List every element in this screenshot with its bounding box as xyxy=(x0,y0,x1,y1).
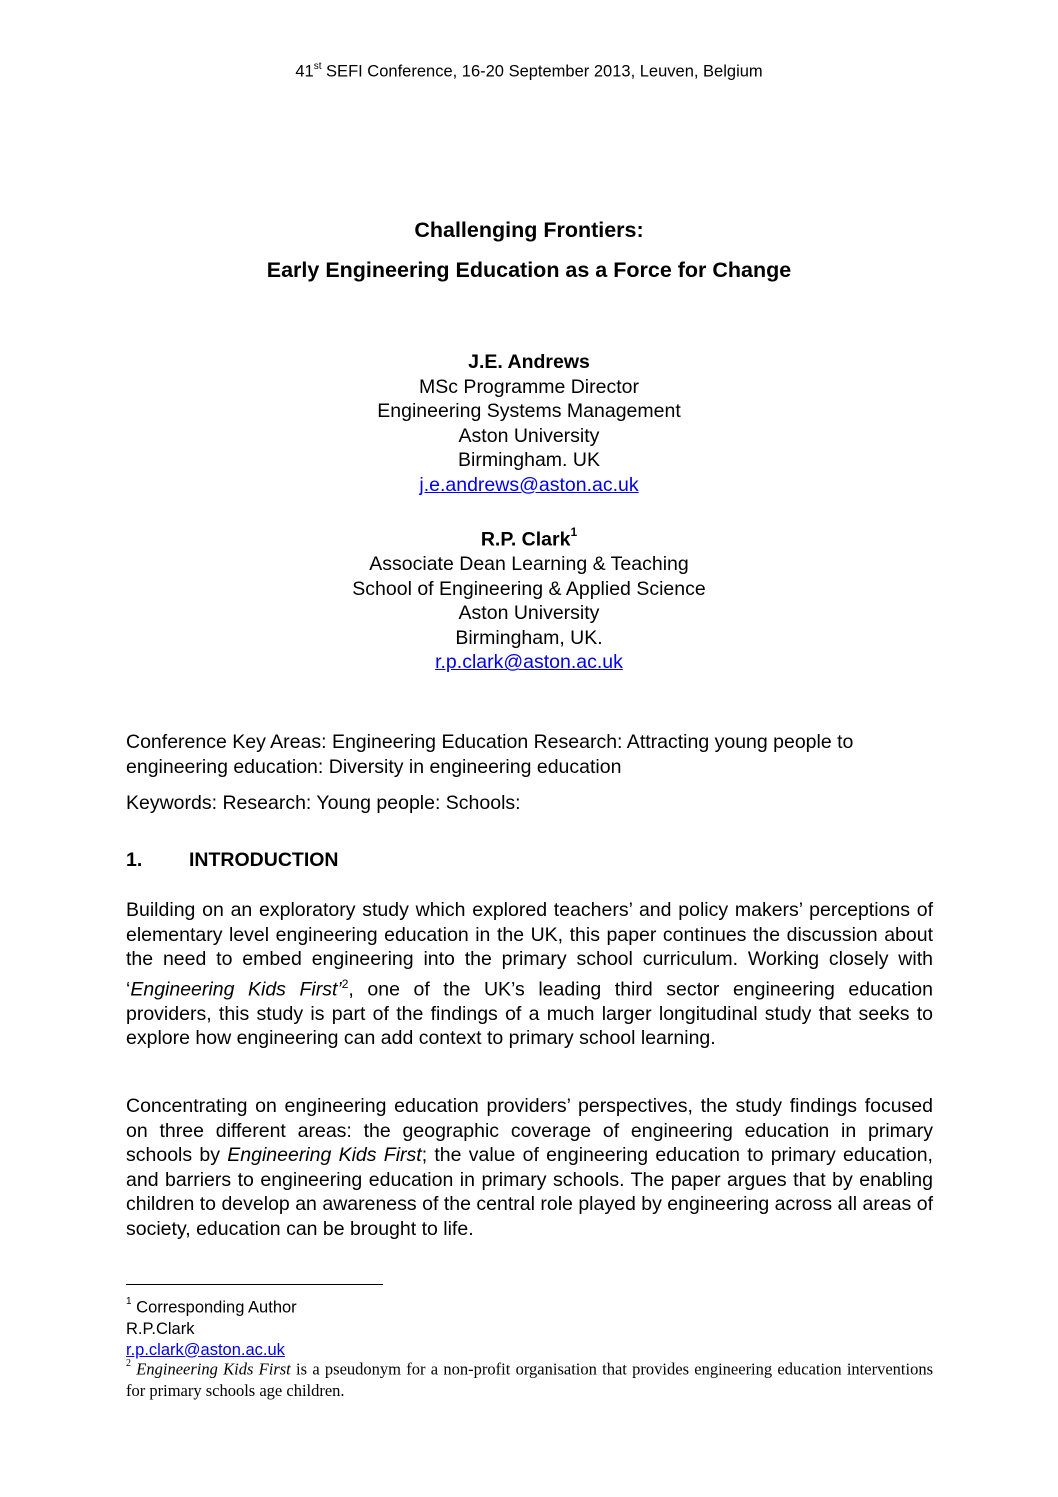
author-block-andrews xyxy=(0,350,1058,498)
keywords: Keywords: Research: Young people: Schools: xyxy=(126,792,521,814)
conference-header xyxy=(0,62,1058,82)
footnote-name: R.P.Clark xyxy=(126,1319,195,1338)
footnote-marker[interactable]: 2 xyxy=(341,976,349,991)
author-city: Birmingham. UK xyxy=(458,449,600,472)
author-city: Birmingham, UK. xyxy=(455,626,603,649)
organisation-name: Engineering Kids First xyxy=(130,978,338,1001)
paper-title-line-1: Challenging Frontiers: xyxy=(414,218,644,242)
footnote-separator xyxy=(126,1284,383,1285)
closing-quote: ’ xyxy=(337,978,342,1001)
paragraph-text: , one of the UK’s leading third sector engineering education providers, this study is part of the findings of a much larger longitudinal study that seeks to explore how engineering can add context to primary school learning. xyxy=(126,978,933,1050)
footnote-text: is a pseudonym for a non-profit organisation that provides engineering education interventions for primary schools age children. xyxy=(126,1359,933,1400)
section-heading-introduction xyxy=(126,849,339,872)
author-university: Aston University xyxy=(458,424,600,447)
conference-number: 41 xyxy=(295,62,314,81)
organisation-name: Engineering Kids First xyxy=(136,1359,291,1379)
conference-key-areas: Conference Key Areas: Engineering Education Research: Attracting young people to engineering education: Diversity in engineering education xyxy=(126,731,854,778)
paragraph-text: ; the value of engineering education to primary education, and barriers to engineering education in primary schools. The paper argues that by enabling children to develop an awareness of the central role played by engineering across all areas of society, education can be brought to life. xyxy=(126,1144,933,1240)
author-name: J.E. Andrews xyxy=(468,351,590,373)
author-block-clark xyxy=(0,522,1058,675)
author-email-link[interactable]: r.p.clark@aston.ac.uk xyxy=(435,651,623,674)
footnote-1 xyxy=(126,1293,297,1361)
author-name xyxy=(0,522,1058,552)
intro-paragraph-1 xyxy=(126,898,933,1051)
conference-details: SEFI Conference, 16-20 September 2013, Leuven, Belgium xyxy=(321,62,763,81)
conference-number-suffix: st xyxy=(313,61,322,72)
author-name-text: R.P. Clark xyxy=(480,528,571,551)
intro-paragraph-2 xyxy=(126,1094,933,1242)
section-number: 1. xyxy=(126,849,143,871)
author-email-link[interactable]: j.e.andrews@aston.ac.uk xyxy=(419,473,639,496)
paper-title-line-2: Early Engineering Education as a Force for Change xyxy=(266,258,792,282)
author-department: School of Engineering & Applied Science xyxy=(352,577,706,600)
footnote-number: 1 xyxy=(126,1296,132,1307)
footnote-number: 2 xyxy=(126,1358,131,1369)
paragraph-text: Concentrating on engineering education providers’ perspectives, the study findings focused on three different areas: the geographic coverage of engineering education in primary schools by xyxy=(126,1095,933,1167)
footnote-2 xyxy=(126,1355,933,1401)
author-university: Aston University xyxy=(458,602,600,625)
author-department: Engineering Systems Management xyxy=(377,400,681,423)
section-title: INTRODUCTION xyxy=(189,849,339,871)
footnote-label: Corresponding Author xyxy=(131,1298,297,1317)
footnote-email-link[interactable]: r.p.clark@aston.ac.uk xyxy=(126,1340,285,1359)
author-role: MSc Programme Director xyxy=(419,375,639,398)
organisation-name: Engineering Kids First xyxy=(227,1144,422,1167)
paragraph-text: Building on an exploratory study which explored teachers’ and policy makers’ perceptions of elementary level engineering education in the UK, this paper continues the discussion about the need to embed engineering into the primary school curriculum. Working closely with ‘ xyxy=(126,899,933,1001)
footnote-marker[interactable]: 1 xyxy=(570,525,578,539)
author-role: Associate Dean Learning & Teaching xyxy=(369,553,689,576)
